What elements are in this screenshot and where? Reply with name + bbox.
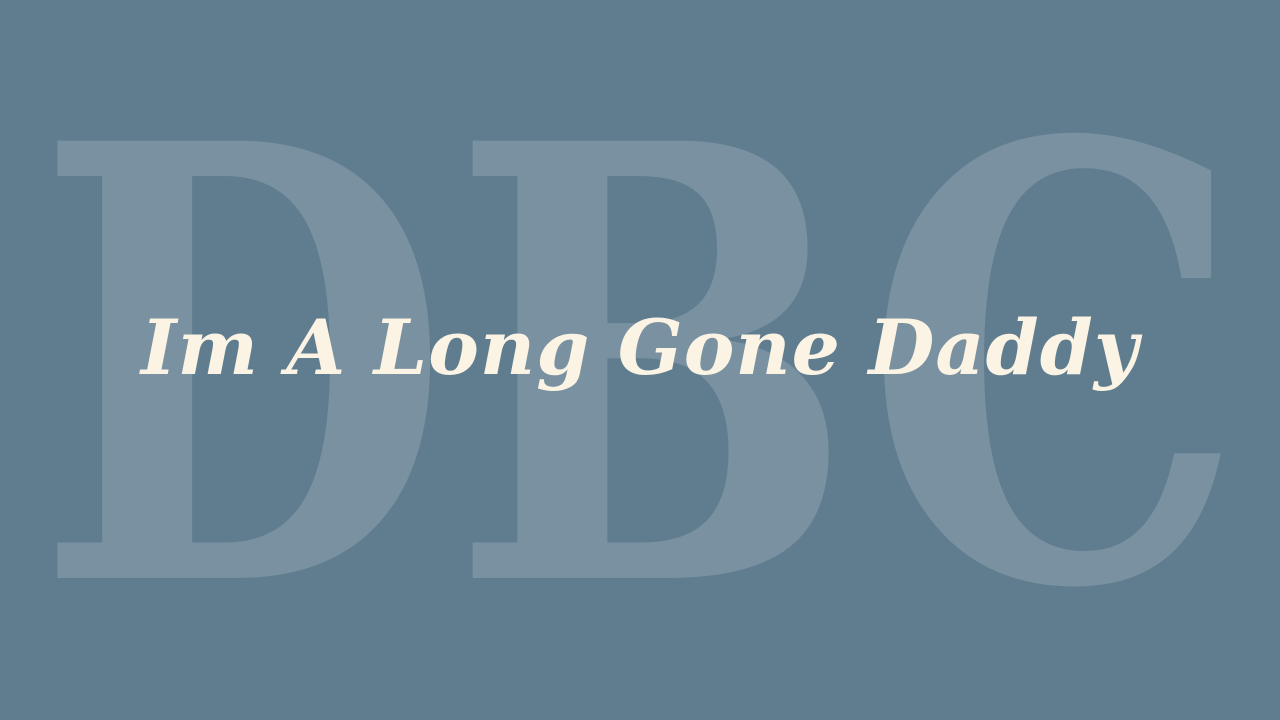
watermark-text: DBC [35,15,1245,720]
song-title: Im A Long Gone Daddy [140,303,1140,392]
